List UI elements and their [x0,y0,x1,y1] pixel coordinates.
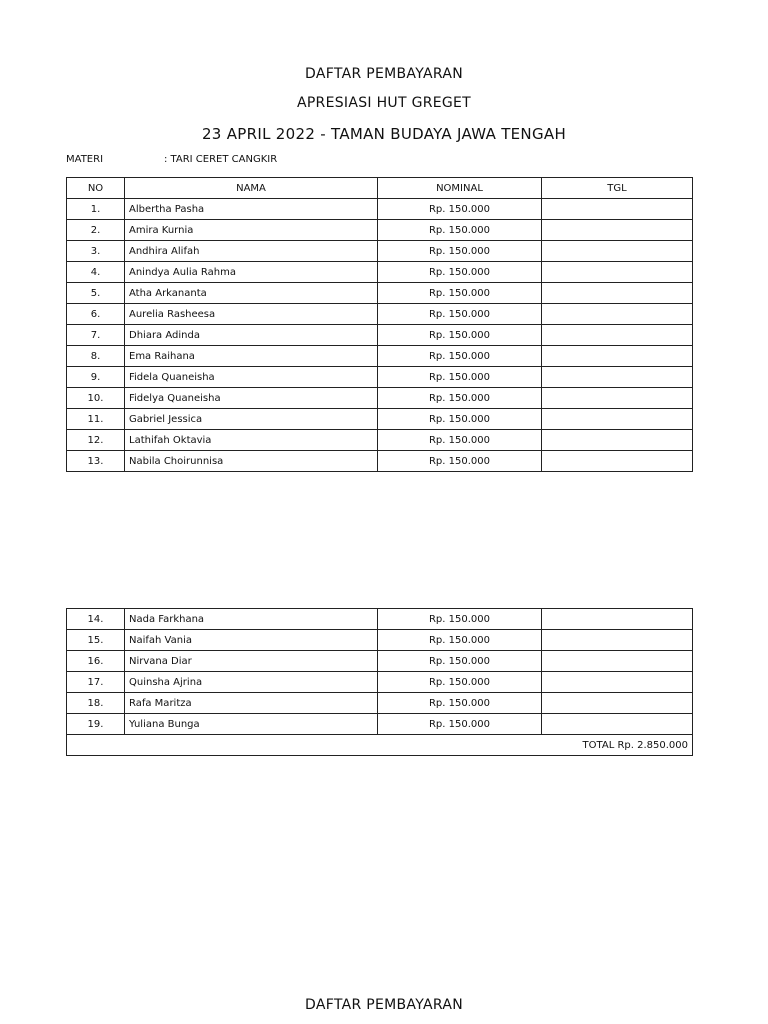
table-row [67,346,693,367]
column-header-tgl: TGL [542,178,693,199]
cell-no: 9. [67,367,125,388]
table-row [67,430,693,451]
cell-nominal: Rp. 150.000 [378,367,542,388]
total-value: TOTAL Rp. 2.850.000 [67,735,693,756]
cell-nominal: Rp. 150.000 [378,304,542,325]
cell-no: 2. [67,220,125,241]
cell-tgl [542,346,693,367]
cell-nama: Fidelya Quaneisha [125,388,378,409]
cell-tgl [542,304,693,325]
cell-nominal: Rp. 150.000 [378,220,542,241]
cell-no: 17. [67,672,125,693]
cell-tgl [542,630,693,651]
cell-no: 4. [67,262,125,283]
cell-nominal: Rp. 150.000 [378,693,542,714]
cell-no: 13. [67,451,125,472]
cell-tgl [542,325,693,346]
cell-no: 6. [67,304,125,325]
column-header-nominal: NOMINAL [378,178,542,199]
table-row [67,220,693,241]
table-row [67,609,693,630]
cell-no: 18. [67,693,125,714]
table-row [67,304,693,325]
materi-line [66,154,277,165]
document-subtitle: APRESIASI HUT GREGET [296,95,472,111]
cell-nominal: Rp. 150.000 [378,651,542,672]
table-row [67,451,693,472]
cell-nama: Quinsha Ajrina [125,672,378,693]
cell-no: 7. [67,325,125,346]
table-row [67,693,693,714]
cell-no: 3. [67,241,125,262]
cell-tgl [542,199,693,220]
cell-tgl [542,609,693,630]
table-row [67,325,693,346]
cell-tgl [542,672,693,693]
table-header-row [67,178,693,199]
cell-nominal: Rp. 150.000 [378,283,542,304]
table-row [67,199,693,220]
column-header-nama: NAMA [125,178,378,199]
materi-value: : TARI CERET CANGKIR [164,154,278,165]
cell-nominal: Rp. 150.000 [378,241,542,262]
cell-no: 10. [67,388,125,409]
cell-tgl [542,714,693,735]
table-row [67,367,693,388]
cell-tgl [542,262,693,283]
next-page-title: DAFTAR PEMBAYARAN [305,997,463,1013]
table-row [67,651,693,672]
cell-nama: Rafa Maritza [125,693,378,714]
cell-nominal: Rp. 150.000 [378,346,542,367]
cell-nama: Ema Raihana [125,346,378,367]
document-title: DAFTAR PEMBAYARAN [305,66,463,82]
cell-nominal: Rp. 150.000 [378,430,542,451]
event-line: 23 APRIL 2022 - TAMAN BUDAYA JAWA TENGAH [201,125,567,143]
cell-no: 15. [67,630,125,651]
table-row [67,409,693,430]
cell-tgl [542,693,693,714]
cell-nama: Nirvana Diar [125,651,378,672]
cell-no: 1. [67,199,125,220]
cell-tgl [542,430,693,451]
table-row [67,388,693,409]
cell-no: 11. [67,409,125,430]
cell-tgl [542,283,693,304]
materi-label: MATERI [66,154,104,165]
table-row [67,714,693,735]
cell-nama: Amira Kurnia [125,220,378,241]
cell-no: 19. [67,714,125,735]
cell-tgl [542,367,693,388]
cell-nominal: Rp. 150.000 [378,630,542,651]
cell-nama: Lathifah Oktavia [125,430,378,451]
cell-tgl [542,451,693,472]
cell-no: 5. [67,283,125,304]
payment-table-part1 [66,177,693,472]
cell-tgl [542,241,693,262]
cell-nominal: Rp. 150.000 [378,325,542,346]
cell-no: 12. [67,430,125,451]
table-row [67,672,693,693]
cell-nominal: Rp. 150.000 [378,262,542,283]
table-row [67,262,693,283]
cell-nama: Dhiara Adinda [125,325,378,346]
cell-tgl [542,220,693,241]
cell-nama: Yuliana Bunga [125,714,378,735]
column-header-no: NO [67,178,125,199]
cell-nama: Gabriel Jessica [125,409,378,430]
cell-nominal: Rp. 150.000 [378,409,542,430]
cell-nama: Fidela Quaneisha [125,367,378,388]
cell-nama: Anindya Aulia Rahma [125,262,378,283]
table-row [67,630,693,651]
cell-no: 8. [67,346,125,367]
cell-nama: Nabila Choirunnisa [125,451,378,472]
table-row [67,241,693,262]
cell-no: 14. [67,609,125,630]
cell-nominal: Rp. 150.000 [378,388,542,409]
cell-nominal: Rp. 150.000 [378,672,542,693]
cell-tgl [542,651,693,672]
cell-nama: Aurelia Rasheesa [125,304,378,325]
cell-nama: Albertha Pasha [125,199,378,220]
cell-nama: Atha Arkananta [125,283,378,304]
cell-nama: Andhira Alifah [125,241,378,262]
cell-nama: Naifah Vania [125,630,378,651]
cell-tgl [542,409,693,430]
cell-nominal: Rp. 150.000 [378,451,542,472]
payment-table-part2 [66,608,693,756]
cell-nominal: Rp. 150.000 [378,714,542,735]
cell-nominal: Rp. 150.000 [378,199,542,220]
cell-nama: Nada Farkhana [125,609,378,630]
cell-tgl [542,388,693,409]
table-row [67,283,693,304]
total-row [67,735,693,756]
cell-nominal: Rp. 150.000 [378,609,542,630]
cell-no: 16. [67,651,125,672]
